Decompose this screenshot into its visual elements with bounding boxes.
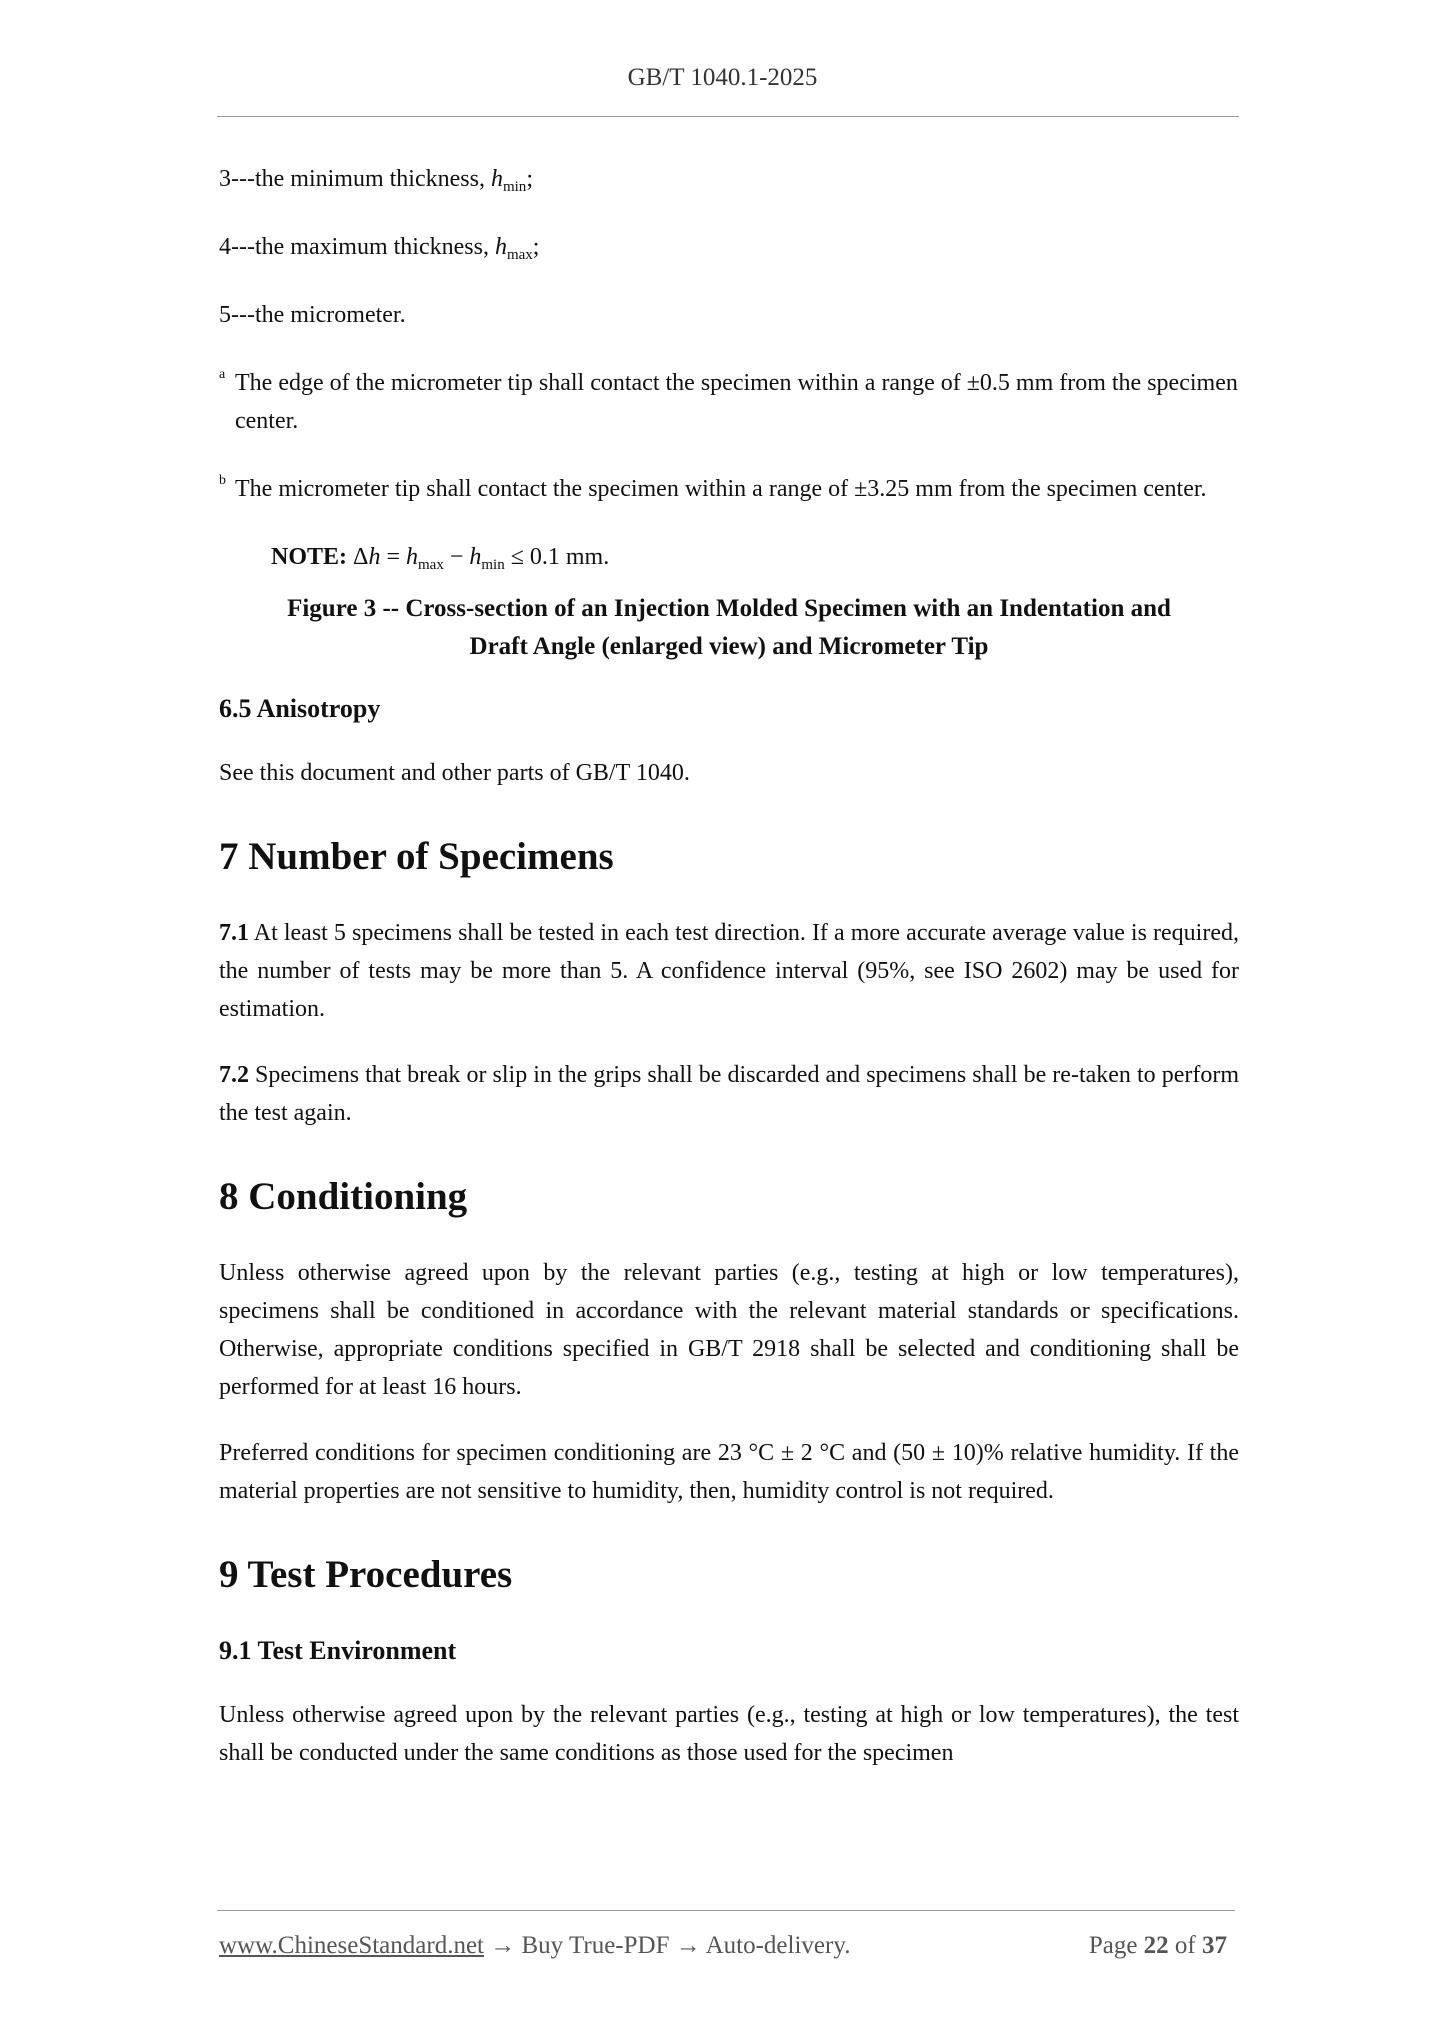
footer-promo: → Buy True-PDF → Auto-delivery.	[484, 1932, 851, 1959]
section-heading-9-1: 9.1 Test Environment	[219, 1636, 457, 1665]
footnote-b: b The micrometer tip shall contact the specimen within a range of ±3.25 mm from the specimen center.	[219, 470, 1239, 508]
legend-item-5: 5---the micrometer.	[219, 302, 406, 328]
legend-item-4: 4---the maximum thickness, $h_{max}$;	[219, 234, 540, 263]
section-heading-7: 7 Number of Specimens	[219, 835, 614, 878]
paragraph-9-1: Unless otherwise agreed upon by the relevant parties (e.g., testing at high or low temperatures), the test shall be conducted under the same conditions as those used for the specimen	[219, 1702, 1239, 1766]
section-heading-9: 9 Test Procedures	[219, 1553, 513, 1596]
paragraph-7-2: 7.2 Specimens that break or slip in the grips shall be discarded and specimens shall be re-taken to perform the test again.	[219, 1062, 1239, 1126]
footer-divider	[217, 1910, 1235, 1911]
paragraph-7-1: 7.1 At least 5 specimens shall be tested in each test direction. If a more accurate average value is required, the number of tests may be more than 5. A confidence interval (95%, see ISO 2602) may be used for estimation.	[219, 920, 1239, 1022]
section-heading-6-5: 6.5 Anisotropy	[219, 694, 381, 723]
section-heading-8: 8 Conditioning	[219, 1175, 468, 1218]
page-indicator: Page 22 of 37	[1088, 1932, 1227, 1959]
footnote-marker: a	[219, 367, 226, 382]
figure-note: NOTE: $\Delta h = h_{max} - h_{min} \le 0.1$ mm.	[271, 544, 610, 573]
paragraph-8-1: Unless otherwise agreed upon by the relevant parties (e.g., testing at high or low temperatures), specimens shall be conditioned in accordance with the relevant material standards or specifications. Otherwise, appropriate conditions specified in GB/T 2918 shall be selected and conditioning shall be performed for at least 16 hours.	[219, 1260, 1239, 1400]
total-pages: 37	[1202, 1932, 1227, 1959]
running-header: GB/T 1040.1-2025	[627, 64, 818, 91]
page-body	[219, 160, 1239, 1800]
header-divider	[217, 116, 1239, 117]
footnote-marker: b	[219, 473, 226, 488]
figure-caption: Figure 3 -- Cross-section of an Injection Molded Specimen with an Indentation and Draft Angle (enlarged view) and Micrometer Tip	[287, 595, 1171, 660]
paragraph-8-2: Preferred conditions for specimen conditioning are 23 °C ± 2 °C and (50 ± 10)% relative humidity. If the material properties are not sensitive to humidity, then, humidity control is not required.	[219, 1440, 1239, 1504]
current-page: 22	[1143, 1932, 1169, 1959]
website-link[interactable]: www.ChineseStandard.net	[219, 1932, 484, 1959]
section-6-5-text: See this document and other parts of GB/T 1040.	[219, 760, 690, 786]
footnote-a: a The edge of the micrometer tip shall contact the specimen within a range of ±0.5 mm from the specimen center.	[219, 364, 1239, 440]
legend-item-3: 3---the minimum thickness, $h_{min}$;	[219, 166, 533, 195]
